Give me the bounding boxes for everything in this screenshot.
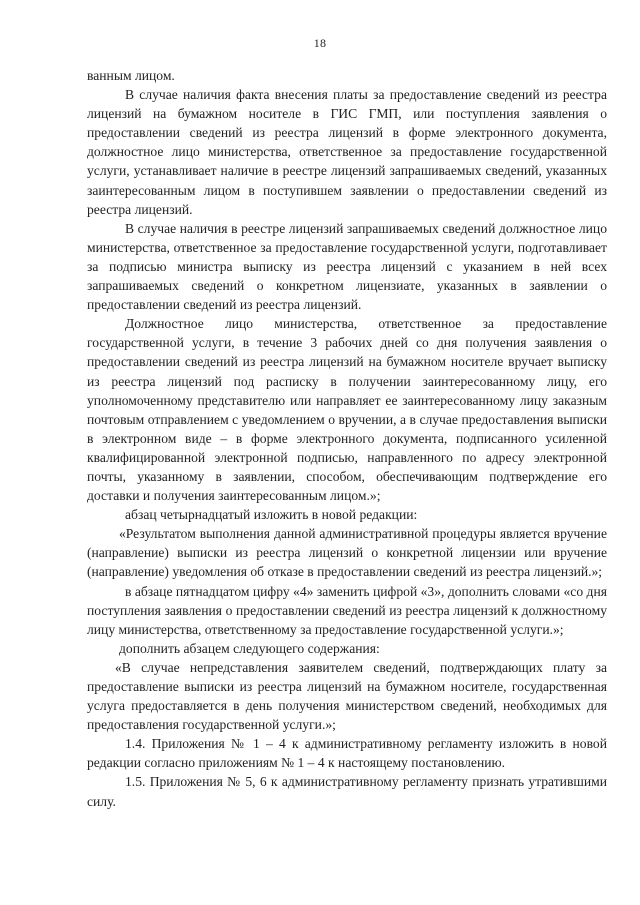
document-body bbox=[87, 66, 607, 811]
paragraph-section-1-4: 1.4. Приложения № 1 – 4 к административному регламенту изложить в новой редакции согласно приложениям № 1 – 4 к настоящему постановлению. bbox=[87, 736, 607, 771]
paragraph-amendment-fourteenth: абзац четырнадцатый изложить в новой редакции: bbox=[125, 507, 418, 523]
paragraph-add-clause: дополнить абзацем следующего содержания: bbox=[119, 640, 380, 656]
paragraph-amendment-fifteenth: в абзаце пятнадцатом цифру «4» заменить цифрой «3», дополнить словами «со дня поступления заявления о предоставлении сведений из реестра лицензий к должностному лицу министерства, ответственному за предоставление государственной услуги.»; bbox=[87, 583, 607, 637]
paragraph-section-1-5: 1.5. Приложения № 5, 6 к административному регламенту признать утратившими силу. bbox=[87, 774, 607, 809]
paragraph-extract-delivery: Должностное лицо министерства, ответственное за предоставление государственной услуги, в течение 3 рабочих дней со дня получения заявления о предоставлении сведений из реестра лицензий на бумажном носителе вручает выписку из реестра лицензий под расписку в получении заинтересованному лицу, его уполномоченному представителю или направляет ее заинтересованному лицу заказным почтовым отправлением с уведомлением о вручении, а в случае предоставления выписки в электронном виде – в форме электронного документа, подписанного усиленной квалифицированной электронной подписью, направленного по адресу электронной почты, указанному в заявлении, способом, обеспечивающим подтверждение его доставки и получения заинтересованным лицом.»; bbox=[87, 316, 607, 504]
paragraph-continuation: ванным лицом. bbox=[87, 68, 175, 83]
paragraph-extract-preparation: В случае наличия в реестре лицензий запрашиваемых сведений должностное лицо министерства, ответственное за предоставление государственной услуги, подготавливает за подписью министра выписку из реестра лицензий с указанием в ней всех запрашиваемых сведений о конкретном лицензиате, указанных в заявлении о предоставлении сведений из реестра лицензий. bbox=[87, 220, 607, 313]
page-number: 18 bbox=[313, 36, 327, 50]
paragraph-non-submission: «В случае непредставления заявителем сведений, подтверждающих плату за предоставление выписки из реестра лицензий на бумажном носителе, государственная услуга предоставляется в день получения министерством сведений, необходимых для предоставления государственной услуги.»; bbox=[87, 659, 607, 733]
paragraph-procedure-result: «Результатом выполнения данной административной процедуры является вручение (направление) выписки из реестра лицензий о конкретной лицензии или вручение (направление) уведомления об отказе в предоставлении сведений из реестра лицензий.»; bbox=[87, 526, 607, 580]
paragraph-payment-check: В случае наличия факта внесения платы за предоставление сведений из реестра лицензий на бумажном носителе в ГИС ГМП, или поступления заявления о предоставлении сведений из реестра лицензий в форме электронного документа, должностное лицо министерства, ответственное за предоставление государственной услуги, устанавливает наличие в реестре лицензий запрашиваемых сведений, указанных заинтересованным лицом в поступившем заявлении о предоставлении сведений из реестра лицензий. bbox=[87, 87, 607, 217]
